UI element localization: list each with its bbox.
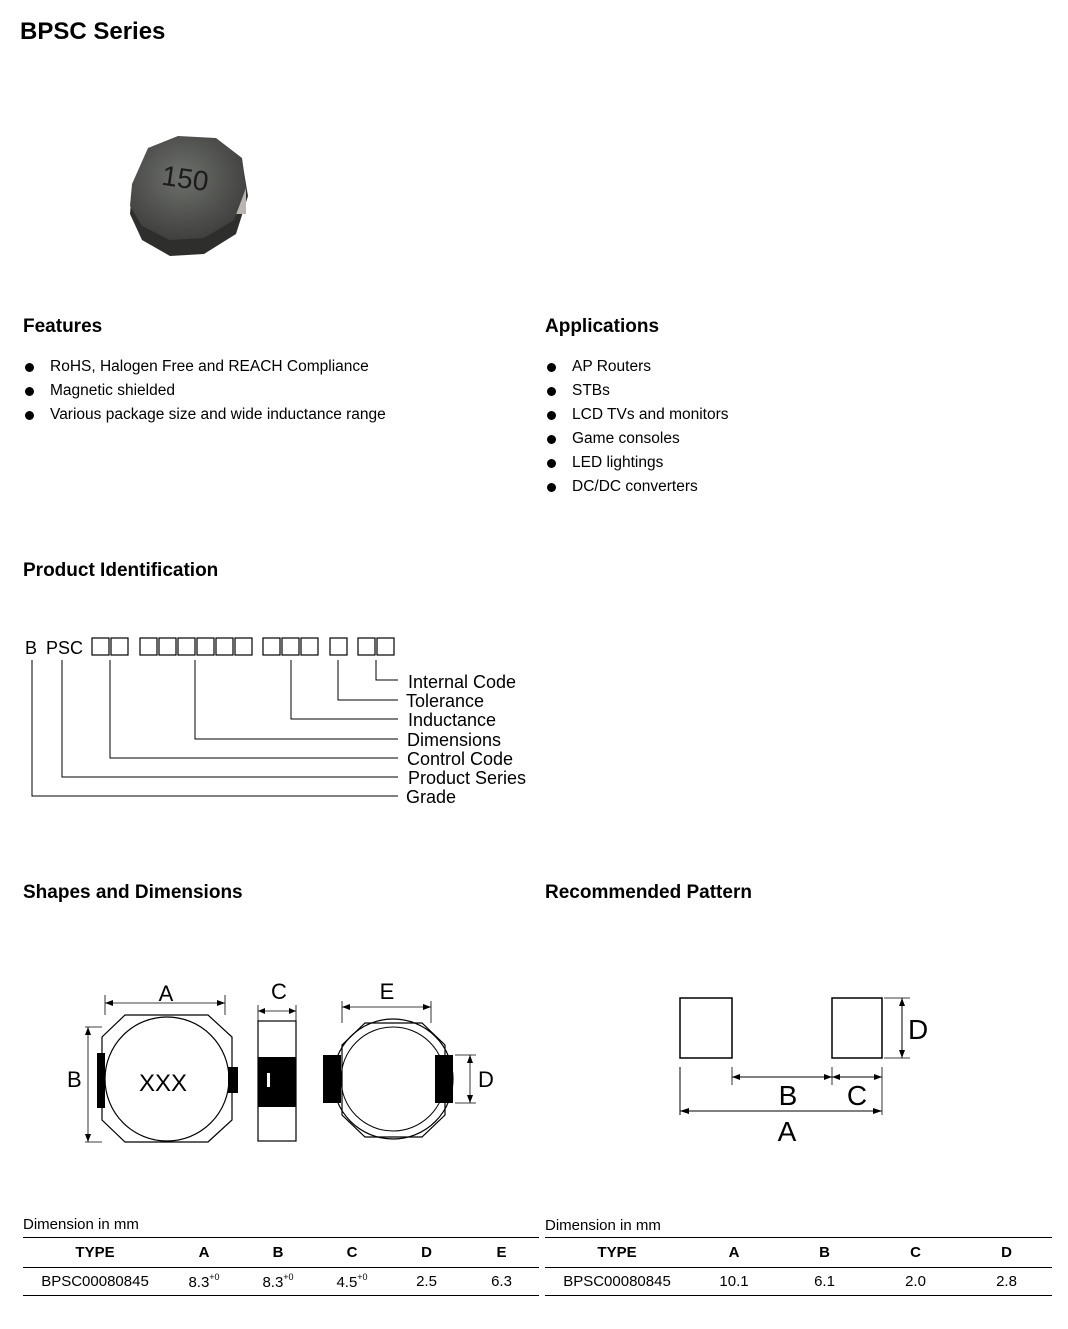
label-internal-code: Internal Code [408, 672, 517, 692]
list-item: AP Routers [545, 355, 729, 379]
component-marking: 150 [159, 159, 211, 198]
shapes-heading: Shapes and Dimensions [23, 882, 243, 903]
dim-label-e: E [379, 979, 395, 1004]
table2-caption: Dimension in mm [545, 1217, 661, 1234]
applications-list [545, 355, 729, 499]
dim-label-d: D [478, 1067, 494, 1092]
product-identification-heading: Product Identification [23, 560, 219, 581]
column-header: C [910, 1244, 921, 1261]
code-b: B [25, 638, 38, 658]
label-dimensions: Dimensions [407, 730, 502, 750]
front-view [67, 981, 238, 1142]
table-row [23, 1268, 539, 1296]
features-list [23, 355, 386, 427]
label-tolerance: Tolerance [406, 691, 485, 711]
table-row [545, 1268, 1052, 1296]
column-header: B [819, 1244, 830, 1261]
column-header: TYPE [597, 1244, 637, 1261]
leader-lines [32, 660, 398, 796]
label-grade: Grade [406, 787, 457, 807]
dim-label-b: B [67, 1067, 82, 1092]
list-item: Game consoles [545, 427, 729, 451]
pattern-diagram [670, 985, 950, 1150]
column-header: A [198, 1244, 210, 1261]
list-item: Magnetic shielded [23, 379, 386, 403]
code-boxes [92, 638, 394, 655]
cell-a: 10.1 [719, 1273, 749, 1290]
pattern-label-a: A [777, 1116, 797, 1147]
applications-heading: Applications [545, 316, 660, 337]
back-view [323, 979, 494, 1139]
pattern-table [545, 1237, 1052, 1296]
cell-a: $8.3^{+0}$ [188, 1272, 220, 1291]
pad-left [680, 998, 732, 1058]
cell-type: BPSC00080845 [41, 1273, 149, 1290]
label-control-code: Control Code [407, 749, 514, 769]
cell-d: 2.5 [416, 1273, 437, 1290]
table1-caption: Dimension in mm [23, 1216, 139, 1233]
product-identification-diagram [20, 630, 550, 810]
cell-c: $4.5^{+0}$ [336, 1272, 368, 1291]
pad-right [832, 998, 882, 1058]
dimension-table [23, 1237, 539, 1296]
features-heading: Features [23, 316, 103, 337]
column-header: D [1001, 1244, 1012, 1261]
pattern-heading: Recommended Pattern [545, 882, 752, 903]
pattern-label-c: C [846, 1080, 868, 1111]
inductor-photo [120, 130, 260, 265]
list-item: STBs [545, 379, 729, 403]
list-item: DC/DC converters [545, 475, 729, 499]
cell-e: 6.3 [491, 1273, 512, 1290]
column-header: D [421, 1244, 432, 1261]
code-psc: PSC [46, 638, 84, 658]
list-item: LCD TVs and monitors [545, 403, 729, 427]
dim-label-a: A [158, 981, 174, 1006]
list-item: Various package size and wide inductance range [23, 403, 386, 427]
cell-b: $8.3^{+0}$ [262, 1272, 294, 1291]
label-inductance: Inductance [408, 710, 497, 730]
cell-b: 6.1 [814, 1273, 835, 1290]
list-item: LED lightings [545, 451, 729, 475]
column-header: TYPE [75, 1244, 115, 1261]
shapes-diagram [60, 975, 510, 1155]
list-item: RoHS, Halogen Free and REACH Compliance [23, 355, 386, 379]
dim-label-c: C [271, 979, 287, 1004]
column-header: B [272, 1244, 284, 1261]
cell-c: 2.0 [905, 1273, 926, 1290]
column-header: C [346, 1244, 358, 1261]
label-product-series: Product Series [408, 768, 527, 788]
pattern-label-d: D [908, 1014, 929, 1045]
side-view [258, 979, 296, 1141]
column-header: E [496, 1244, 507, 1261]
page-title: BPSC Series [20, 18, 166, 45]
column-header: A [728, 1244, 740, 1261]
cell-type: BPSC00080845 [563, 1273, 671, 1290]
pattern-label-b: B [778, 1080, 798, 1111]
marking-text: XXX [138, 1070, 188, 1097]
cell-d: 2.8 [996, 1273, 1017, 1290]
